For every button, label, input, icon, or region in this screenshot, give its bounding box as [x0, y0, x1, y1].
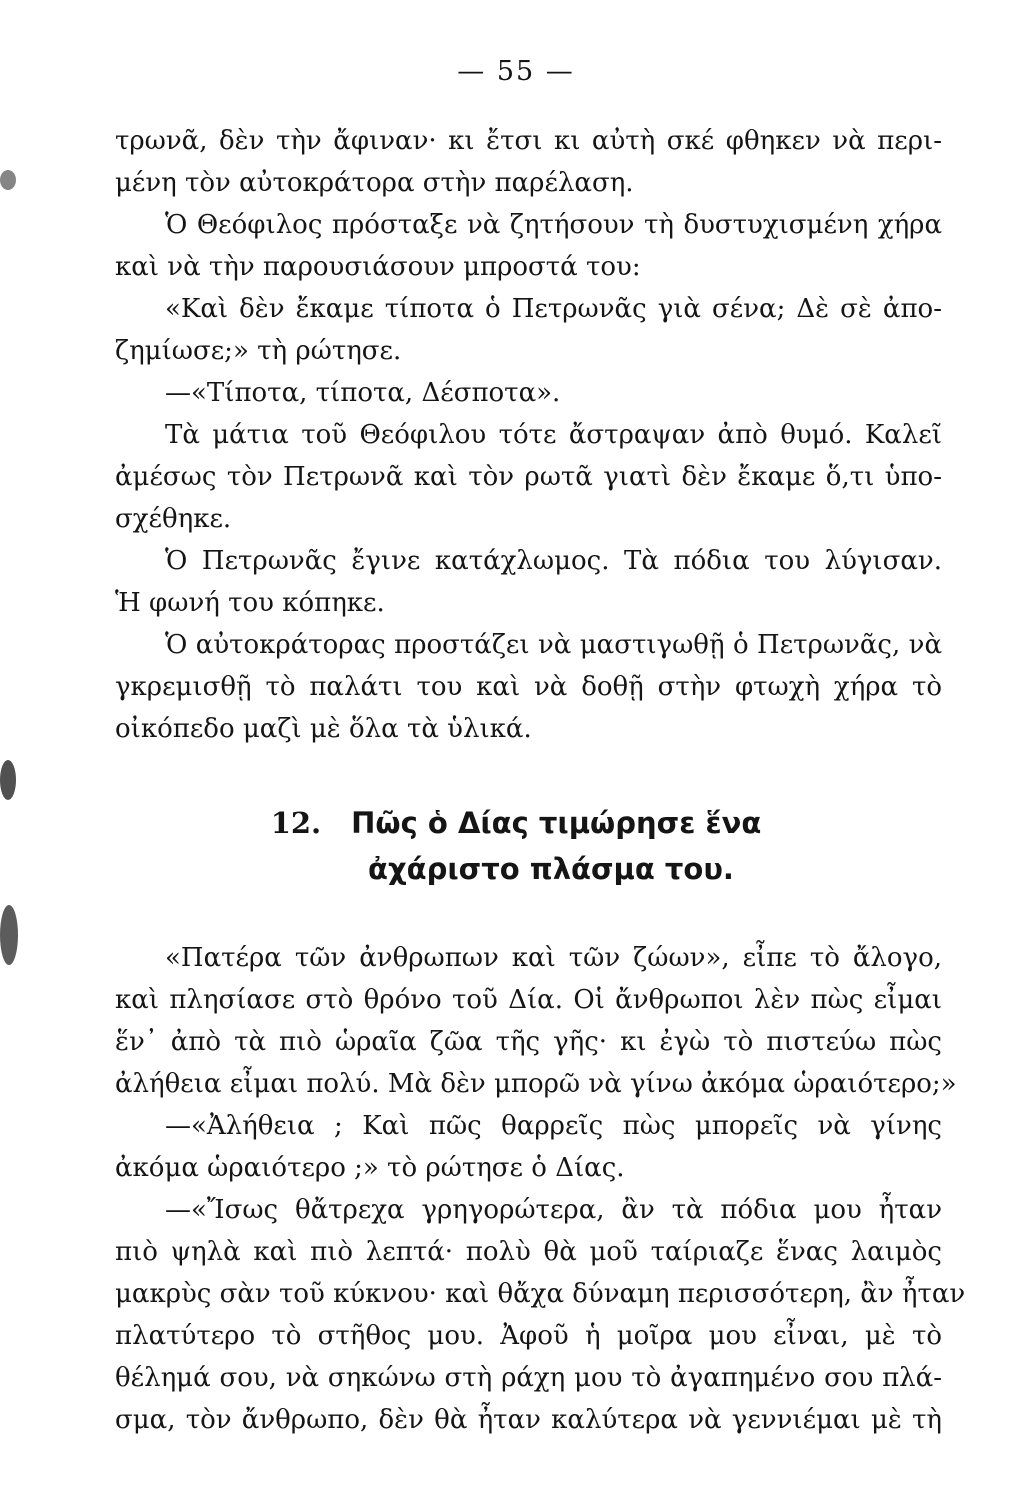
chapter-title-line-2: ἀχάριστο πλάσμα του.: [368, 852, 734, 886]
text-line: καὶ πλησίασε στὸ θρόνο τοῦ Δία. Οἱ ἄνθρωποι λὲν πὼς εἶμαι: [115, 985, 942, 1015]
chapter-heading: [0, 800, 1032, 892]
text-line: —«Ἀλήθεια ; Καὶ πῶς θαρρεῖς πὼς μπορεῖς νὰ γίνης: [165, 1111, 942, 1141]
scan-smudge: [0, 905, 18, 965]
text-line: Τὰ μάτια τοῦ Θεόφιλου τότε ἄστραψαν ἀπὸ θυμό. Καλεῖ: [165, 420, 942, 450]
text-line: γκρεμισθῇ τὸ παλάτι του καὶ νὰ δοθῇ στὴν φτωχὴ χήρα τὸ: [115, 672, 942, 702]
chapter-title-line-1: Πῶς ὁ Δίας τιμώρησε ἕνα: [351, 806, 762, 840]
text-line: «Πατέρα τῶν ἀνθρωπων καὶ τῶν ζώων», εἶπε τὸ ἄλογο,: [165, 943, 942, 973]
text-line: ἕν᾽ ἀπὸ τὰ πιὸ ὡραῖα ζῶα τῆς γῆς· κι ἐγὼ τὸ πιστεύω πὼς: [115, 1027, 942, 1057]
text-line: καὶ νὰ τὴν παρουσιάσουν μπροστά του:: [115, 252, 641, 282]
text-block-bottom: [115, 937, 966, 1441]
text-line: οἰκόπεδο μαζὶ μὲ ὅλα τὰ ὑλικά.: [115, 714, 532, 744]
text-line: μένη τὸν αὐτοκράτορα στὴν παρέλαση.: [115, 168, 634, 198]
text-line: σχέθηκε.: [115, 504, 232, 534]
text-line: Ἡ φωνή του κόπηκε.: [115, 588, 385, 618]
text-line: Ὁ Πετρωνᾶς ἔγινε κατάχλωμος. Τὰ πόδια του λύγισαν.: [165, 546, 942, 576]
text-line: «Καὶ δὲν ἔκαμε τίποτα ὁ Πετρωνᾶς γιὰ σένα; Δὲ σὲ ἀπο-: [165, 294, 942, 324]
text-line: ἀκόμα ὡραιότερο ;» τὸ ρώτησε ὁ Δίας.: [115, 1153, 625, 1183]
chapter-number: 12.: [270, 806, 322, 840]
text-line: θέλημά σου, νὰ σηκώνω στὴ ράχη μου τὸ ἀγαπημένο σου πλά-: [115, 1363, 942, 1393]
text-line: ἀλήθεια εἶμαι πολύ. Μὰ δὲν μπορῶ νὰ γίνω ἀκόμα ὡραιότερο;»: [115, 1069, 957, 1099]
text-line: ἀμέσως τὸν Πετρωνᾶ καὶ τὸν ρωτᾶ γιατὶ δὲν ἔκαμε ὅ,τι ὑπο-: [115, 462, 942, 492]
text-line: —«Ἴσως θἄτρεχα γρηγορώτερα, ἂν τὰ πόδια μου ἦταν: [165, 1195, 942, 1225]
text-line: Ὁ αὐτοκράτορας προστάζει νὰ μαστιγωθῇ ὁ Πετρωνᾶς, νὰ: [165, 630, 942, 660]
page-number: — 55 —: [457, 56, 575, 87]
text-line: μακρὺς σὰν τοῦ κύκνου· καὶ θἄχα δύναμη περισσότερη, ἂν ἦταν: [115, 1279, 966, 1309]
scan-smudge: [0, 170, 16, 190]
text-line: πλατύτερο τὸ στῆθος μου. Ἀφοῦ ἡ μοῖρα μου εἶναι, μὲ τὸ: [115, 1321, 942, 1351]
text-line: τρωνᾶ, δὲν τὴν ἄφιναν· κι ἔτσι κι αὐτὴ σκέ φθηκεν νὰ περι-: [115, 126, 942, 156]
text-line: ζημίωσε;» τὴ ρώτησε.: [115, 336, 402, 366]
text-block-top: [115, 120, 942, 750]
text-line: Ὁ Θεόφιλος πρόσταξε νὰ ζητήσουν τὴ δυστυχισμένη χήρα: [165, 210, 942, 240]
text-line: σμα, τὸν ἄνθρωπο, δὲν θὰ ἦταν καλύτερα νὰ γεννιέμαι μὲ τὴ: [115, 1405, 942, 1435]
text-line: —«Τίποτα, τίποτα, Δέσποτα».: [165, 378, 561, 408]
text-line: πιὸ ψηλὰ καὶ πιὸ λεπτά· πολὺ θὰ μοῦ ταίριαζε ἕνας λαιμὸς: [115, 1237, 942, 1267]
scan-smudge: [0, 760, 16, 800]
